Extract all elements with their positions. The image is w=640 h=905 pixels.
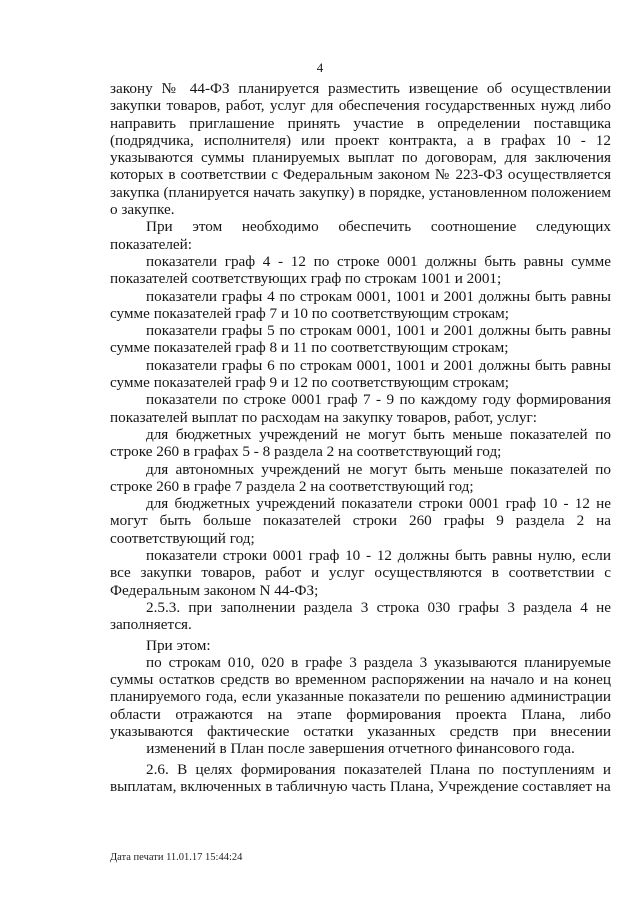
paragraph-pri-etom: При этом:	[146, 636, 211, 654]
paragraph-2-5-3: 2.5.3. при заполнении раздела 3 строка 030 графы 3 раздела 4 не заполняется.	[110, 598, 611, 634]
paragraph-balances: по строкам 010, 020 в графе 3 раздела 3 указываются планируемые суммы остатков средств во временном распоряжении на начало и на конец планируемого года, если указанные показатели по решению администрации области отражаются на этапе формирования проекта Плана, либо указываются фактические остатки указанных средств при внесении изменений в План после завершения отчетного финансового года.	[110, 653, 611, 758]
paragraph-ratio-intro: При этом необходимо обеспечить соотношение следующих показателей:	[110, 218, 611, 253]
paragraph-rule-graph-5: показатели графы 5 по строкам 0001, 1001 и 2001 должны быть равны сумме показателей граф 8 и 11 по соответствующим строкам;	[110, 322, 611, 357]
paragraph-zero-rule: показатели строки 0001 граф 10 - 12 должны быть равны нулю, если все закупки товаров, работ и услуг осуществляются в соответствии с Федеральным законом N 44-ФЗ;	[110, 547, 611, 599]
print-date: Дата печати 11.01.17 15:44:24	[110, 852, 243, 863]
paragraph-rule-graph-4: показатели графы 4 по строкам 0001, 1001 и 2001 должны быть равны сумме показателей граф 7 и 10 по соответствующим строкам;	[110, 287, 611, 322]
page-number: 4	[316, 60, 324, 75]
paragraph-rule-graphs-7-9: показатели по строке 0001 граф 7 - 9 по каждому году формирования показателей выплат по расходам на закупку товаров, работ, услуг:	[110, 391, 611, 426]
paragraph-autonomous-institutions: для автономных учреждений не могут быть меньше показателей по строке 260 в графе 7 раздела 2 на соответствующий год;	[110, 460, 611, 495]
paragraph-budget-graphs-10-12: для бюджетных учреждений показатели строки 0001 граф 10 - 12 не могут быть больше показателей строки 260 графы 9 раздела 2 на соответствующий год;	[110, 495, 611, 547]
paragraph-2-6: 2.6. В целях формирования показателей Плана по поступлениям и выплатам, включенных в табличную часть Плана, Учреждение составляет на	[110, 760, 611, 795]
document-body	[110, 80, 611, 795]
paragraph-rule-graphs-4-12: показатели граф 4 - 12 по строке 0001 должны быть равны сумме показателей соответствующих граф по строкам 1001 и 2001;	[110, 252, 611, 288]
paragraph-rule-graph-6: показатели графы 6 по строкам 0001, 1001 и 2001 должны быть равны сумме показателей граф 9 и 12 по соответствующим строкам;	[110, 356, 611, 392]
paragraph-budget-institutions: для бюджетных учреждений не могут быть меньше показателей по строке 260 в графах 5 - 8 раздела 2 на соответствующий год;	[110, 425, 611, 461]
paragraph-44fz-procurement: закону № 44-ФЗ планируется разместить извещение об осуществлении закупки товаров, работ, услуг для обеспечения государственных нужд либо направить приглашение принять участие в определении поставщика (подрядчика, исполнителя) или проект контракта, а в графах 10 - 12 указываются суммы планируемых выплат по договорам, для заключения которых в соответствии с Федеральным законом № 223-ФЗ осуществляется закупка (планируется начать закупку) в порядке, установленном положением о закупке.	[110, 80, 611, 219]
